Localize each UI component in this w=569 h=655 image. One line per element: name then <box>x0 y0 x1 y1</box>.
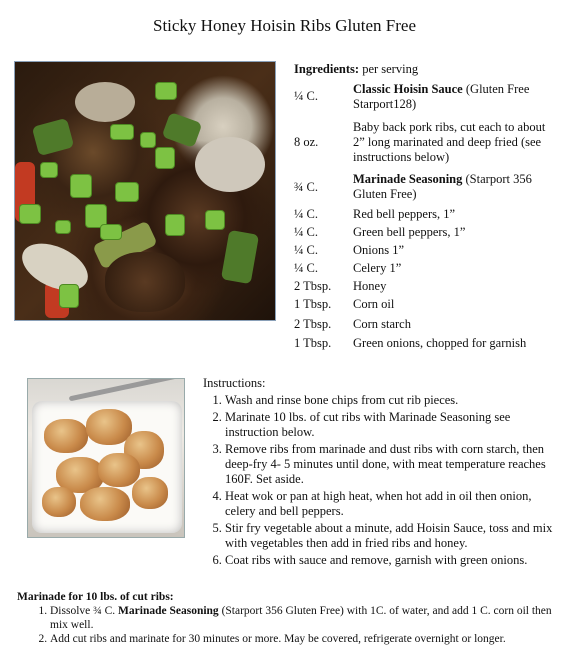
marinade-list <box>17 604 557 646</box>
ingredient-qty: 1 Tbsp. <box>294 297 332 311</box>
instruction-step: 5. Stir fry vegetable about a minute, add Hoisin Sauce, toss and mix with vegetables then add in fried ribs and honey. <box>225 521 555 551</box>
ingredient-qty: ¼ C. <box>294 243 318 257</box>
ingredient-desc: Classic Hoisin Sauce (Gluten Free Starport128) <box>353 82 530 111</box>
ingredient-qty: ¼ C. <box>294 207 318 221</box>
dish-photo <box>14 61 276 321</box>
instruction-step: 1. Wash and rinse bone chips from cut rib pieces. <box>225 393 555 408</box>
ingredient-qty: 2 Tbsp. <box>294 279 332 293</box>
instruction-step: 2. Marinate 10 lbs. of cut ribs with Marinade Seasoning see instruction below. <box>225 410 555 440</box>
ingredient-desc: Red bell peppers, 1” <box>353 207 456 221</box>
ingredient-desc: Corn starch <box>353 317 411 331</box>
ingredient-qty: ¾ C. <box>294 180 318 194</box>
ingredient-qty: ¼ C. <box>294 261 318 275</box>
instructions-heading: Instructions: <box>203 376 266 390</box>
instructions-section <box>203 376 555 570</box>
ingredient-desc: Baby back pork ribs, cut each to about 2” long marinated and deep fried (see instructions below) <box>353 120 546 164</box>
instruction-step: 3. Remove ribs from marinade and dust ribs with corn starch, then deep-fry 4- 5 minutes until done, with meat temperature reaches 160F. Set aside. <box>225 442 555 487</box>
ingredient-qty: 2 Tbsp. <box>294 317 332 331</box>
marinade-heading: Marinade for 10 lbs. of cut ribs: <box>17 591 174 603</box>
ingredient-qty: 8 oz. <box>294 135 319 149</box>
ingredient-desc: Green bell peppers, 1” <box>353 225 466 239</box>
ingredient-desc: Green onions, chopped for garnish <box>353 336 527 350</box>
ingredients-heading: Ingredients: per serving <box>294 62 419 76</box>
marinade-step: 2. Add cut ribs and marinate for 30 minutes or more. May be covered, refrigerate overnight or longer. <box>50 632 557 646</box>
recipe-title: Sticky Honey Hoisin Ribs Gluten Free <box>152 16 416 35</box>
ingredient-desc: Corn oil <box>353 297 395 311</box>
instructions-list <box>203 393 555 568</box>
ingredient-desc: Onions 1” <box>353 243 405 257</box>
ingredient-desc: Honey <box>353 279 387 293</box>
ingredient-qty: 1 Tbsp. <box>294 336 332 350</box>
marinade-step: 1. Dissolve ¾ C. Marinade Seasoning (Starport 356 Gluten Free) with 1C. of water, and add 1 C. corn oil then mix well. <box>50 604 557 632</box>
fried-ribs-photo <box>27 378 185 538</box>
ingredient-qty: ¼ C. <box>294 225 318 239</box>
ingredient-desc: Marinade Seasoning (Starport 356 Gluten Free) <box>353 172 532 201</box>
marinade-section <box>17 590 557 646</box>
ingredient-desc: Celery 1” <box>353 261 402 275</box>
instruction-step: 4. Heat wok or pan at high heat, when hot add in oil then onion, celery and bell peppers. <box>225 489 555 519</box>
ingredient-qty: ¼ C. <box>294 89 318 103</box>
instruction-step: 6. Coat ribs with sauce and remove, garnish with green onions. <box>225 553 555 568</box>
